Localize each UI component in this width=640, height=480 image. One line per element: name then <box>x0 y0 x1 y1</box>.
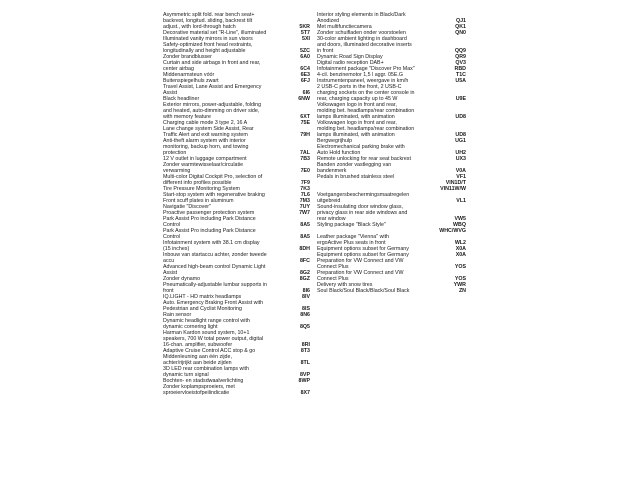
equipment-code: 8A5 <box>300 222 310 228</box>
equipment-code: 8IS <box>302 306 310 312</box>
equipment-code: VF1 <box>456 174 466 180</box>
equipment-description: Instrumentenpaneel, weergave in km/h <box>317 78 409 84</box>
equipment-description: Tire Pressure Monitoring System <box>163 186 240 192</box>
equipment-code: 8X7 <box>300 390 310 396</box>
equipment-code: X0A <box>455 252 466 258</box>
equipment-description: 12 V outlet in luggage compartment <box>163 156 247 162</box>
equipment-description: Sound-insulating door window glass, privacy glass in rear side windows and rear window <box>317 204 408 222</box>
equipment-description: Rain sensor <box>163 312 192 318</box>
equipment-code: 8WP <box>298 378 310 384</box>
equipment-code: UD8 <box>455 114 466 120</box>
equipment-code: UX3 <box>455 156 466 162</box>
equipment-description: Lane change system Side Assist, Rear Traffic Alert and exit warning system <box>163 126 254 138</box>
equipment-description: Interior styling elements in Black/Dark Anodized <box>317 12 406 24</box>
equipment-code: YOS <box>454 276 466 282</box>
equipment-code: 7M3 <box>299 198 310 204</box>
equipment-description: Inbouw van startaccu achter, zonder tweede accu <box>163 252 267 264</box>
equipment-entry <box>163 384 310 396</box>
equipment-code: 8I6 <box>302 288 310 294</box>
equipment-entry <box>163 138 310 156</box>
equipment-code: 6NW <box>298 96 310 102</box>
equipment-code: 75E <box>300 120 310 126</box>
equipment-description: Soul Black/Soul Black/Black/Soul Black <box>317 288 410 294</box>
equipment-description: Digital radio reception DAB+ <box>317 60 384 66</box>
equipment-entry <box>317 288 466 294</box>
equipment-code: 8RI <box>301 342 310 348</box>
equipment-description: Middenarmsteun vóór <box>163 72 215 78</box>
equipment-code: 6FJ <box>300 78 310 84</box>
equipment-description: Pneumatically-adjustable lumbar supports in front <box>163 282 267 294</box>
equipment-description: 3D LED rear combination lamps with dynamic turn signal <box>163 366 249 378</box>
equipment-code: QV3 <box>455 60 466 66</box>
equipment-description: Equipment options subset for Germany <box>317 246 409 252</box>
equipment-description: Proactive passenger protection system <box>163 210 255 216</box>
equipment-entry <box>317 174 466 180</box>
equipment-entry <box>317 84 466 102</box>
equipment-code: ZN <box>458 288 466 294</box>
equipment-description: Navigatie "Discover" <box>163 204 211 210</box>
equipment-code: WL2 <box>454 240 466 246</box>
equipment-entry <box>317 234 466 246</box>
equipment-code: YOS <box>454 264 466 270</box>
equipment-code: VL1 <box>456 198 466 204</box>
equipment-code: 5XI <box>302 36 310 42</box>
equipment-entry <box>163 228 310 240</box>
equipment-description: Electromechanical parking brake with Auto Hold function <box>317 144 405 156</box>
equipment-description: Infotainment package "Discover Pro Max" <box>317 66 415 72</box>
equipment-entry <box>317 36 466 54</box>
equipment-code: 7L6 <box>300 192 310 198</box>
equipment-entry <box>163 366 310 378</box>
equipment-description: Dynamic Road Sign Display <box>317 54 383 60</box>
equipment-entry <box>317 258 466 270</box>
equipment-code: UG1 <box>455 138 466 144</box>
equipment-entry <box>163 330 310 348</box>
equipment-entry <box>317 270 466 282</box>
equipment-description: Decorative material set "R-Line", illuminated <box>163 30 267 36</box>
equipment-entry <box>163 60 310 72</box>
equipment-code: 6C4 <box>300 66 310 72</box>
equipment-code: VIN11W/W <box>440 186 466 192</box>
equipment-description: Adaptive Cruise Control ACC stop & go <box>163 348 256 354</box>
equipment-code: YWR <box>453 282 466 288</box>
equipment-description: Black headliner <box>163 96 200 102</box>
equipment-entry <box>163 102 310 120</box>
equipment-code: X0A <box>455 246 466 252</box>
equipment-description: Leather package "Vienna" with ergoActive Plus seats in front <box>317 234 389 246</box>
equipment-code: 8GZ <box>299 276 310 282</box>
equipment-description: Front scuff plates in aluminum <box>163 198 234 204</box>
equipment-entry <box>317 120 466 138</box>
equipment-description: Volkswagen logo in front and rear, molding bet. headlamps/rear combination lamps illuminated, with animation <box>317 120 415 138</box>
equipment-description: Advanced high-beam control Dynamic Light Assist <box>163 264 266 276</box>
equipment-code: VW5 <box>454 216 466 222</box>
equipment-description: Bochten- en stadsdwaalverlichting <box>163 378 244 384</box>
equipment-entry <box>317 144 466 156</box>
equipment-code: UD8 <box>455 132 466 138</box>
equipment-description: Styling package "Black Style" <box>317 222 386 228</box>
equipment-entry <box>163 240 310 252</box>
equipment-description: Zonder schuifladen onder voorstoelen <box>317 30 406 36</box>
equipment-description: Preparation for VW Connect and VW Connect Plus <box>317 258 404 270</box>
equipment-code: 7UY <box>299 204 310 210</box>
equipment-description: Safety-optimized front head restraints, longitudinally and height adjustable <box>163 42 253 54</box>
equipment-list-right <box>317 12 466 294</box>
equipment-code: RBD <box>454 66 466 72</box>
equipment-description: Volkswagen logo in front and rear, molding bet. headlamps/rear combination lamps illuminated, with animation <box>317 102 415 120</box>
equipment-code: 8VP <box>299 372 310 378</box>
equipment-description: Start-stop system with regenerative braking <box>163 192 265 198</box>
equipment-description: 30-color ambient lighting in dashboard and doors, illuminated decorative inserts in front <box>317 36 412 54</box>
equipment-description: Exterior mirrors, power-adjustable, folding and heated, auto-dimming on driver side, with memory feature <box>163 102 262 120</box>
equipment-description: Pedals in brushed stainless steel <box>317 174 395 180</box>
equipment-description: Dynamic headlight range control with dynamic cornering light <box>163 318 250 330</box>
equipment-code: 8A5 <box>300 234 310 240</box>
equipment-description: Anti-theft alarm system with interior monitoring, backup horn, and towing protection <box>163 138 249 156</box>
equipment-description: Zonder koplampsproeiers, met sproeiervloeistofpeilindicatie <box>163 384 235 396</box>
equipment-code: 7K3 <box>300 186 310 192</box>
equipment-description: Park Assist Pro including Park Distance Control <box>163 228 256 240</box>
equipment-code: 8TL <box>300 360 310 366</box>
equipment-code: 7E0 <box>300 168 310 174</box>
equipment-entry <box>163 162 310 174</box>
equipment-description: Multi-color Digital Cockpit Pro, selection of different info profiles possible <box>163 174 263 186</box>
equipment-entry <box>317 192 466 204</box>
equipment-code: 79H <box>300 132 310 138</box>
equipment-code: 8FC <box>299 258 310 264</box>
equipment-description: Infotainment system with 38.1 cm display (15 inches) <box>163 240 260 252</box>
equipment-description: Preparation for VW Connect and VW Connect Plus <box>317 270 404 282</box>
equipment-code: QK1 <box>455 24 466 30</box>
equipment-entry <box>163 174 310 186</box>
equipment-description: 4-cil. benzinemotor 1,5 l aggr. 05E.G <box>317 72 403 78</box>
equipment-description: Bergwegrijhulp <box>317 138 353 144</box>
equipment-description: Travel Assist, Lane Assist and Emergency Assist <box>163 84 262 96</box>
equipment-code: 7F9 <box>300 180 310 186</box>
equipment-description: Banden zonder vastlegging van bandenmerk <box>317 162 392 174</box>
equipment-entry <box>163 12 310 30</box>
equipment-entry <box>317 162 466 174</box>
equipment-description: Illuminated vanity mirrors in sun visors <box>163 36 253 42</box>
equipment-description: Zonder warmtewisselaar/circulatie verwarming <box>163 162 244 174</box>
equipment-description: Zonder brandblusser <box>163 54 212 60</box>
equipment-code: 8N6 <box>300 312 310 318</box>
equipment-description: Remote unlocking for rear seat backrest <box>317 156 411 162</box>
equipment-description: Auto. Emergency Braking Front Assist with Pedestrian and Cyclist Monitoring <box>163 300 264 312</box>
equipment-code: QR9 <box>455 54 466 60</box>
equipment-entry <box>163 84 310 96</box>
equipment-code: 7AL <box>299 150 310 156</box>
equipment-code: UH2 <box>455 150 466 156</box>
equipment-code: 6E3 <box>300 72 310 78</box>
equipment-description: Met multifunctiecamera <box>317 24 372 30</box>
equipment-entry <box>163 282 310 294</box>
equipment-code: 6I6 <box>302 90 310 96</box>
equipment-code: QN0 <box>455 30 466 36</box>
equipment-code: U9E <box>455 96 466 102</box>
equipment-description: Asymmetric split fold. rear bench seat+ backrest, longitud. sliding, backrest tilt adjust., with Iord-through hatch <box>163 12 255 30</box>
equipment-code: 5KR <box>299 24 310 30</box>
equipment-code: 5T7 <box>300 30 310 36</box>
equipment-list-left <box>163 12 310 396</box>
equipment-code: WBQ <box>453 222 466 228</box>
equipment-code: QQ9 <box>454 48 466 54</box>
equipment-entry <box>163 42 310 54</box>
equipment-entry <box>317 204 466 222</box>
equipment-code: 8IV <box>302 294 310 300</box>
equipment-description: 2 USB-C ports in the front, 2 USB-C charging sockets on the center console in rear, charging capacity up to 45 W <box>317 84 415 102</box>
equipment-code: QJ1 <box>455 18 466 24</box>
equipment-description: Buitenspiegelhuls zwart <box>163 78 219 84</box>
equipment-code: 8G2 <box>299 270 310 276</box>
equipment-code: V0A <box>455 168 466 174</box>
equipment-entry <box>163 264 310 276</box>
equipment-code: U5A <box>455 78 466 84</box>
equipment-code: WHC/WVG <box>439 228 466 234</box>
equipment-code: 8T3 <box>300 348 310 354</box>
equipment-description: Voetgangersbeschermingsmaatregelen uitgebreid <box>317 192 410 204</box>
equipment-description: Zonder dynamo <box>163 276 201 282</box>
equipment-description: Middenleuning aan één zijde, achter/rijrijkt aan beide zijden <box>163 354 232 366</box>
equipment-code: 6XT <box>300 114 310 120</box>
equipment-description: Charging cable mode 3 type 2, 16 A <box>163 120 248 126</box>
equipment-description: Harman Kardon sound system, 10+1 speakers, 700 W total power output, digital 16-chan. amplifier, subwoofer <box>163 330 264 348</box>
equipment-code: 7W7 <box>299 210 310 216</box>
equipment-entry <box>163 252 310 264</box>
equipment-code: 8DH <box>299 246 310 252</box>
equipment-description: Delivery with snow tires <box>317 282 373 288</box>
equipment-entry <box>317 102 466 120</box>
equipment-description: IQ.LIGHT - HD matrix headlamps <box>163 294 242 300</box>
equipment-entry <box>317 12 466 24</box>
equipment-description: Park Assist Pro including Park Distance Control <box>163 216 256 228</box>
equipment-description: Curtain and side airbags in front and rear, center airbag <box>163 60 261 72</box>
equipment-code: 8Q5 <box>299 324 310 330</box>
equipment-code: VIN1D/T <box>445 180 466 186</box>
equipment-code: T1C <box>455 72 466 78</box>
equipment-entry <box>163 318 310 330</box>
equipment-code: 6A0 <box>300 54 310 60</box>
equipment-entry <box>163 216 310 228</box>
equipment-description: Equipment options subset for Germany <box>317 252 409 258</box>
equipment-code: 7B3 <box>300 156 310 162</box>
equipment-code: 5ZC <box>299 48 310 54</box>
equipment-entry <box>163 126 310 138</box>
equipment-entry <box>163 354 310 366</box>
equipment-entry <box>163 300 310 312</box>
